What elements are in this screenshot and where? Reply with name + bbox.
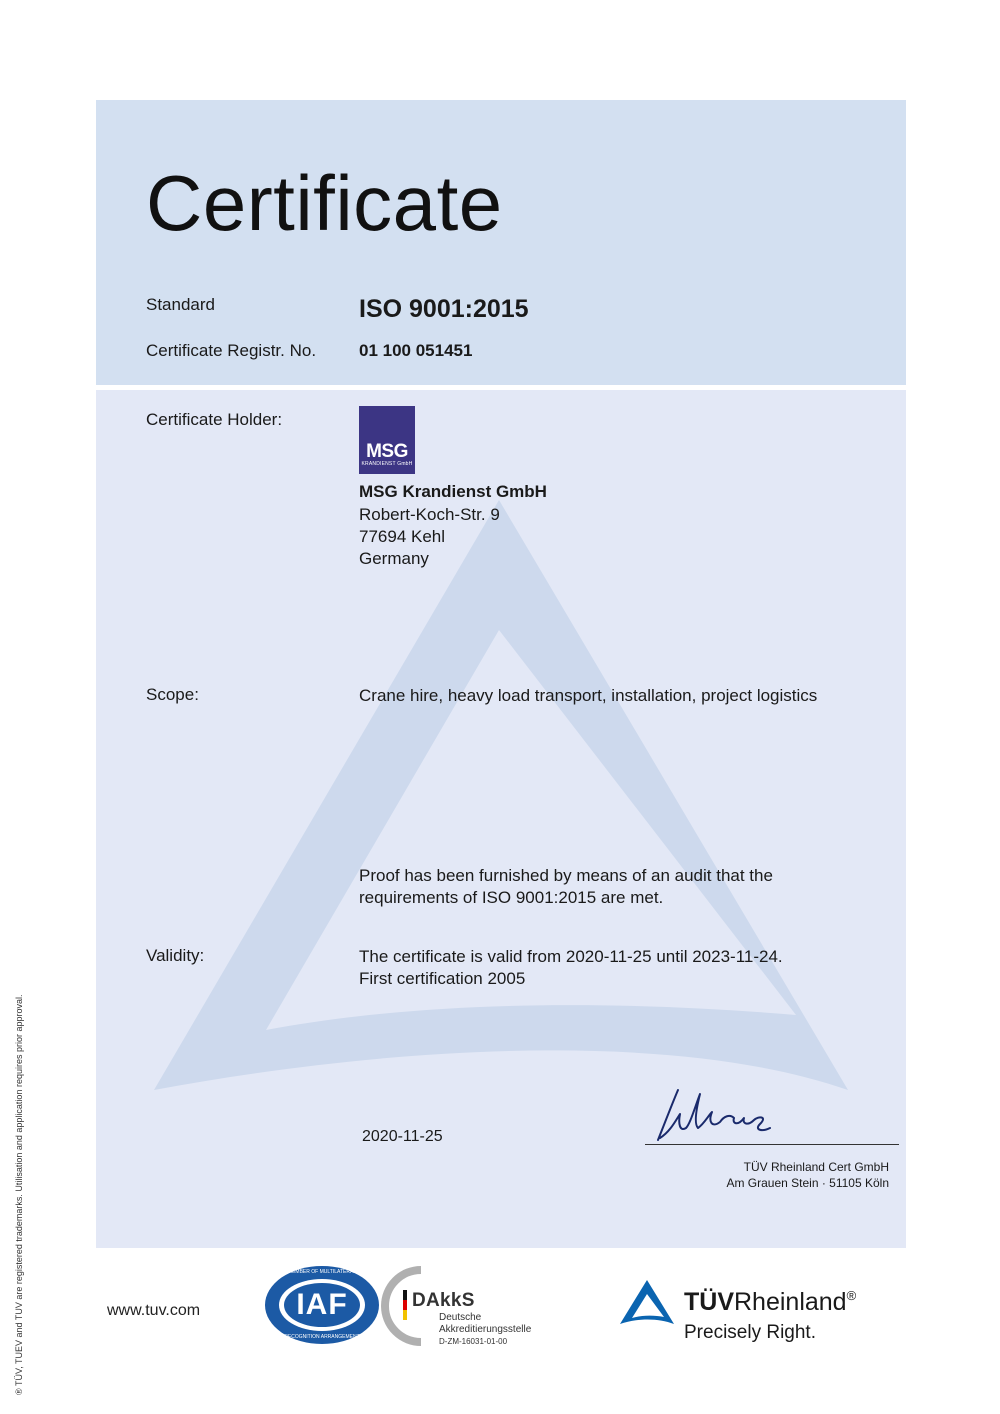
- iaf-logo: [263, 1264, 381, 1346]
- holder-city: 77694 Kehl: [359, 527, 446, 546]
- iaf-ring-bottom-text: RECOGNITION ARRANGEMENT: [284, 1334, 360, 1340]
- holder-country: Germany: [359, 549, 429, 568]
- tuv-website-link[interactable]: www.tuv.com: [107, 1302, 201, 1319]
- iaf-ring-top-text: MEMBER OF MULTILATERAL: [287, 1269, 357, 1275]
- tuv-brand-bold: TÜV: [684, 1288, 734, 1316]
- issuer-address: Am Grauen Stein · 51105 Köln: [726, 1176, 889, 1190]
- certificate-title: Certificate: [146, 159, 503, 247]
- registered-mark: ®: [846, 1288, 857, 1303]
- msg-logo-text: MSG: [366, 441, 408, 462]
- msg-logo: [359, 406, 415, 474]
- tuv-triangle-watermark: [96, 390, 906, 1248]
- dakks-name: DAkkS: [412, 1290, 475, 1311]
- trademark-side-note: ® TÜV, TUEV and TUV are registered trademarks. Utilisation and application requires prior approval.: [14, 994, 24, 1395]
- registration-label: Certificate Registr. No.: [146, 341, 317, 360]
- issue-date: 2020-11-25: [362, 1128, 443, 1145]
- holder-name: MSG Krandienst GmbH: [359, 482, 547, 501]
- signature: [650, 1080, 780, 1146]
- certificate-body-panel: [96, 390, 906, 1248]
- validity-line-2: First certification 2005: [359, 969, 526, 988]
- registration-number: 01 100 051451: [359, 341, 473, 360]
- holder-street: Robert-Koch-Str. 9: [359, 505, 500, 524]
- validity-line-1: The certificate is valid from 2020-11-25 until 2023-11-24.: [359, 947, 783, 966]
- dakks-line-2: Akkreditierungsstelle: [439, 1324, 532, 1335]
- proof-line-1: Proof has been furnished by means of an audit that the: [359, 866, 773, 885]
- issuer-name: TÜV Rheinland Cert GmbH: [743, 1160, 889, 1174]
- iaf-logo-text: IAF: [296, 1288, 348, 1321]
- dakks-line-3: D-ZM-16031-01-00: [439, 1337, 508, 1346]
- proof-line-2: requirements of ISO 9001:2015 are met.: [359, 888, 664, 907]
- standard-value: ISO 9001:2015: [359, 295, 529, 323]
- holder-label: Certificate Holder:: [146, 410, 283, 429]
- tuv-brand-regular: Rheinland: [734, 1288, 847, 1316]
- tuv-slogan: Precisely Right.: [684, 1322, 816, 1343]
- tuv-triangle-logo-icon: [618, 1278, 676, 1328]
- scope-value: Crane hire, heavy load transport, installation, project logistics: [359, 686, 818, 705]
- validity-label: Validity:: [146, 946, 205, 965]
- tuv-rheinland-wordmark: [684, 1288, 856, 1317]
- standard-label: Standard: [146, 295, 215, 314]
- scope-label: Scope:: [146, 685, 199, 704]
- msg-logo-subtext: KRANDIENST GmbH: [361, 461, 413, 467]
- dakks-line-1: Deutsche: [439, 1312, 482, 1323]
- signature-line: [645, 1144, 899, 1145]
